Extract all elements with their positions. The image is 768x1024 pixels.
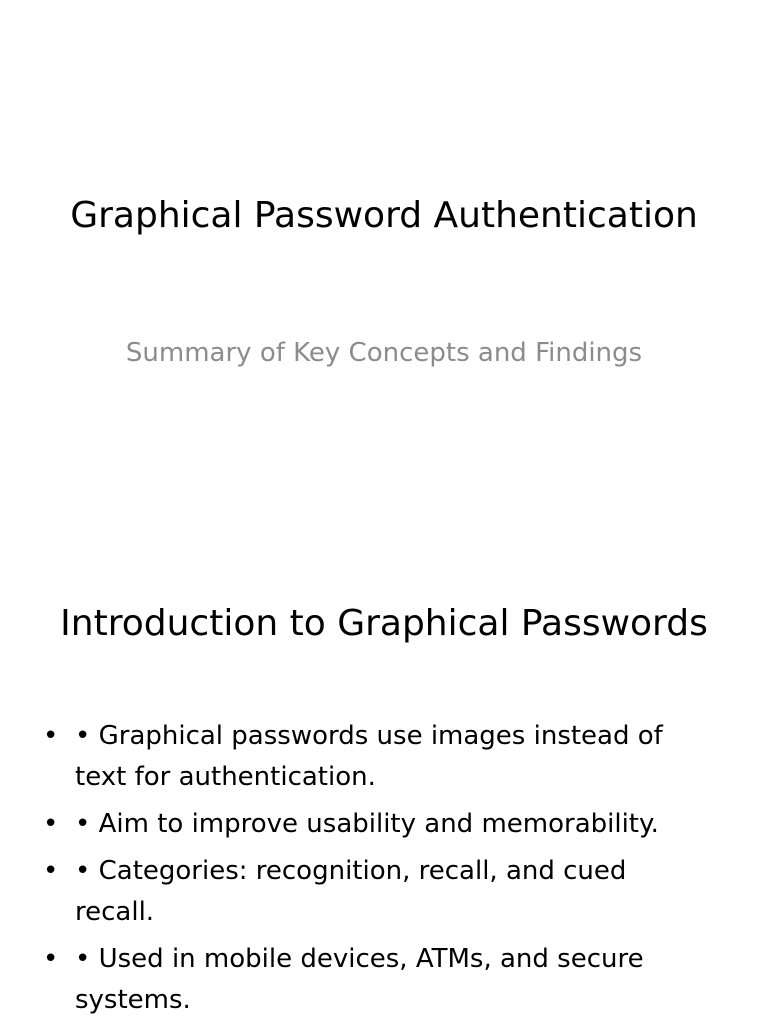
bullet-text: • Aim to improve usability and memorability. [75, 809, 659, 839]
bullet-text: • Graphical passwords use images instead of text for authentication. [75, 721, 663, 792]
bullet-marker: • [43, 944, 59, 974]
bullet-item-4 [40, 939, 710, 1021]
bullet-text: • Categories: recognition, recall, and cued recall. [75, 856, 627, 927]
bullet-item-3 [40, 851, 710, 933]
bullet-text: • Used in mobile devices, ATMs, and secure systems. [75, 944, 644, 1015]
bullet-marker: • [43, 856, 59, 886]
slide-title: Introduction to Graphical Passwords [60, 603, 708, 644]
bullet-marker: • [43, 809, 59, 839]
introduction-slide [0, 576, 768, 1024]
presentation-title: Graphical Password Authentication [70, 195, 698, 236]
presentation-subtitle: Summary of Key Concepts and Findings [125, 338, 643, 368]
bullet-item-2 [40, 804, 710, 845]
bullet-marker: • [43, 721, 59, 751]
bullet-item-1 [40, 716, 710, 798]
bullet-list [40, 716, 710, 1024]
